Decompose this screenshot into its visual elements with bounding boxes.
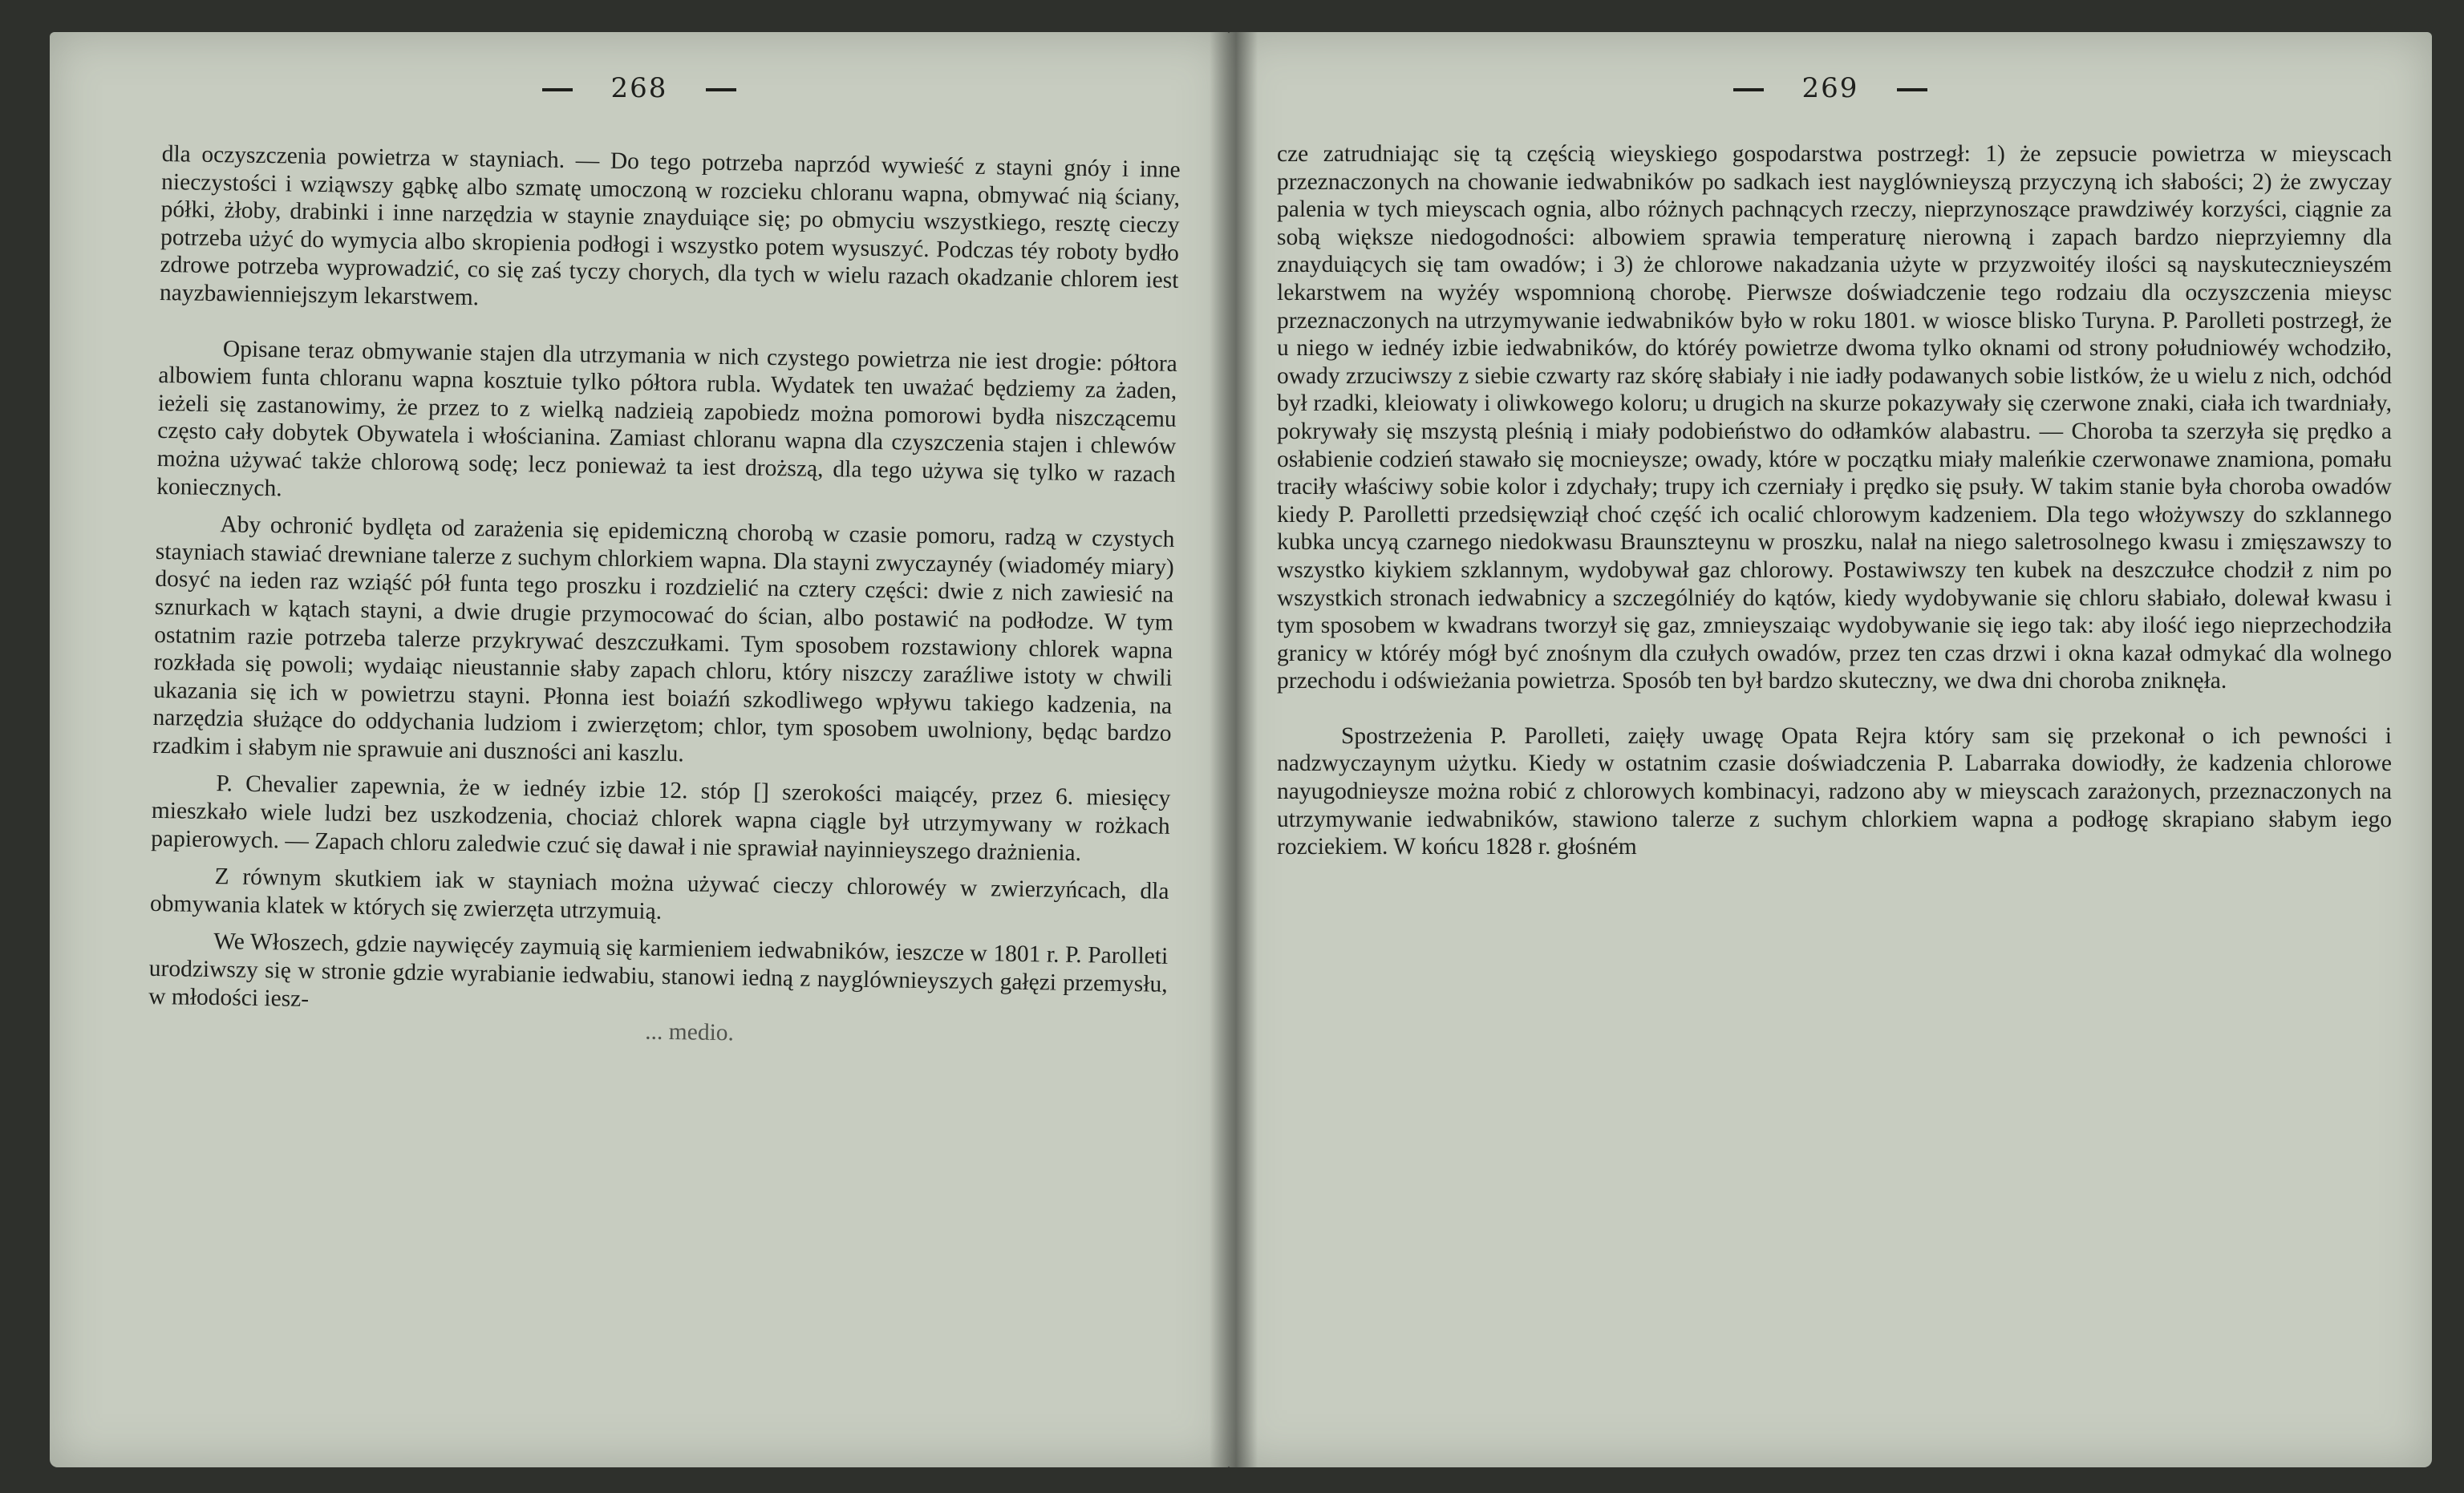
- paragraph: cze zatrudniając się tą częścią wieyskiego gospodarstwa postrzegł: 1) że zepsucie powietrza w mieyscach przeznaczonych na chowanie iedwabników po sadkach iest nayglównieyszą przyczyną ich słabości; 2) że zwyczay palenia w tych mieyscach ognia, albo różnych pachnących rzeczy, nieprzynoszące prawdziwéy korzyści, ciągnie za sobą większe niedogodności: albowiem sprawia temperaturę nierowną i zapach bardzo nieprzyiemny dla znayduiących się tam owadów; i 3) że chlorowe nakadzania użyte w przyzwoitéy ilości są nayskutecznieyszém lekarstwem na wyżéy wspomnioną chorobę. Pierwsze doświadczenie tego rodzaiu dla oczyszczenia mieysc przeznaczonych na utrzymywanie iedwabników było w roku 1801. w wiosce blisko Turyna. P. Parolleti postrzegł, że u niego w iednéy izbie iedwabników, do któréy powietrze dwoma tylko oknami od strony południowéy wchodziło, owady zrzuciwszy z siebie czwarty raz skórę słabiały i nie iadły podawanych sobie listków, że u wielu z nich, odchód był rzadki, kleiowaty i oliwkowego koloru; u drugich na skurze pokazywały się czerwone znaki, ciała ich twardniały, pokrywały się mszystą pleśnią i miały podobieństwo do odłamków alabastru. — Choroba ta szerzyła się prędko a osłabienie codzień stawało się mocnieysze; owady, które w początku miały maleńkie czerwonawe znamiona, pomału traciły właściwy sobie kolor i zdychały; trupy ich czerniały i prędko się psuły. W takim stanie była choroba owadów kiedy P. Parolletti przedsięwziął choć część ich ocalić chlorowym kadzeniem. Dla tego włożywszy do szklannego kubka uncyą czarnego niedokwasu Braunszteynu w proszku, nalał na niego saletrosolnego kwasu i zmięszawszy to wszystko kiykiem szklannym, wydobywał gaz chlorowy. Postawiwszy ten kubek na deszczułce chodził z nim po wszystkich stronach iedwabnicy a szczególniéy do kątów, kiedy wydobywanie się chloru słabiało, dolewał kwasu i tym sposobem w kwadrans tworzył się gaz, zmnieyszaiąc wydobywanie się iego tak: aby ilość iego nieprzechodziła granicy w któréy mógł być znośnym dla czułych owadów, przez ten czas drzwi i okna kazał odmykać dla wolnego przechodu i odświeżania powietrza. Sposób ten był bardzo skuteczny, we dwa dni choroba zniknęła.: [1277, 141, 2392, 694]
- paragraph: Spostrzeżenia P. Parolleti, zaięły uwagę Opata Rejra który sam się przekonał o ich pewności i nadzwyczaynym użytku. Kiedy w ostatnim czasie doświadczenia P. Labarraka dowiodły, że kadzenia chlorowe nayugodnieysze można robić z chlorowych kombinacyi, radzono aby w mieyscach zarażonych, przeznaczonych na utrzymywanie iedwabników, stawiono talerze z suchym chlorkiem wapna a podłogę skrapiano słabym iego rozciekiem. W końcu 1828 r. głośném: [1277, 722, 2392, 860]
- paragraph: Z równym skutkiem iak w stayniach można używać cieczy chlorowéy w zwierzyńcach, dla obmywania klatek w których się zwierzęta utrzymuią.: [149, 864, 1169, 925]
- right-page-body: [1277, 140, 2392, 861]
- paragraph: P. Chevalier zapewnia, że w iednéy izbie 12. stóp [] szerokości maiącéy, przez 6. miesięcy mieszkało wiele ludzi bez uszkodzenia, chociaż chlorek wapna ciągle był utrzymywany w rożkach papierowych. — Zapach chloru zaledwie czuć się dawał i nie sprawiał nayinnieyszego drażnienia.: [151, 771, 1171, 866]
- paragraph: Opisane teraz obmywanie stajen dla utrzymania w nich czystego powietrza nie iest drogie: półtora albowiem funta chloranu wapna kosztuie tylko półtora rubla. Wydatek ten uważać będziemy za żaden, ieżeli się zastanowimy, że przez to z wielką nadzieią zapobiedz można pomorowi bydła niszczącemu często cały dobytek Obywatela i włościanina. Zamiast chloranu wapna dla czyszczenia stajen i chlewów można używać także chlorową sodę; lecz ponieważ ta iest droższą, dla tego używa się tylko w razach koniecznych.: [156, 335, 1178, 501]
- left-page-body: [148, 140, 1180, 1054]
- paragraph: dla oczyszczenia powietrza w stayniach. — Do tego potrzeba naprzód wywieść z stayni gnóy i inne nieczystości i wziąwszy gąbkę albo szmatę umoczoną w rozcieku chloranu wapna, obmywać nią ściany, półki, żłoby, drabinki i inne narzędzia w staynie znayduiące się; po obmyciu wszystkiego, resztę cieczy potrzeba użyć do wymycia albo skropienia podłogi i wszystko potem wysuszyć. Podczas téy roboty bydło zdrowe potrzeba wyprowadzić, co się zaś tyczy chorych, dla tych w wielu razach okadzanie chlorem iest nayzbawienniejszym lekarstwem.: [159, 140, 1181, 311]
- right-page-header: [1229, 72, 2432, 104]
- right-page-number: 269: [1801, 72, 1859, 104]
- left-page-number: 268: [610, 72, 668, 104]
- paragraph: Aby ochronić bydlęta od zarażenia się epidemiczną chorobą w czasie pomoru, radzą w czystych stayniach stawiać drewniane talerze z suchym chlorkiem wapna. Dla stayni zwyczaynéy (wiadoméy miary) dosyć na ieden raz wziąść pół funta tego proszku i rozdzielić na cztery części: dwie z nich zawiesić na sznurkach w kątach stayni, a dwie drugie przymocować do ścian, albo postawić na podłodze. W tym ostatnim razie potrzeba talerze przykrywać deszczułkami. Tym sposobem rozstawiony chlorek wapna rozkłada się powoli; wydaiąc nieustannie słaby zapach chloru, który niszczy zaraźliwe istoty w chwili ukazania się ich w powietrzu stayni. Płonna iest boiaźń szkodliwego wpływu takiego kadzenia, na narzędzia służące do oddychania ludziom i zwierzętom; chlor, tym sposobem uwolniony, będąc bardzo rzadkim i słabym nie sprawuie ani duszności ani kaszlu.: [152, 512, 1175, 767]
- left-page-header: [50, 72, 1229, 104]
- paragraph: We Włoszech, gdzie naywięcéy zaymuią się karmieniem iedwabników, ieszcze w 1801 r. P. Parolleti urodziwszy się w stronie gdzie wyrabianie iedwabiu, stanowi iedną z nayglównieyszych gałęzi przemysłu, w młodości iesz-: [148, 929, 1169, 1012]
- right-page: [1229, 32, 2432, 1467]
- left-page: [50, 32, 1229, 1467]
- header-dash: [542, 88, 573, 91]
- partial-bottom-line: ... medio.: [645, 1018, 735, 1046]
- header-dash: [1733, 88, 1764, 91]
- header-dash: [1897, 88, 1927, 91]
- header-dash: [706, 88, 736, 91]
